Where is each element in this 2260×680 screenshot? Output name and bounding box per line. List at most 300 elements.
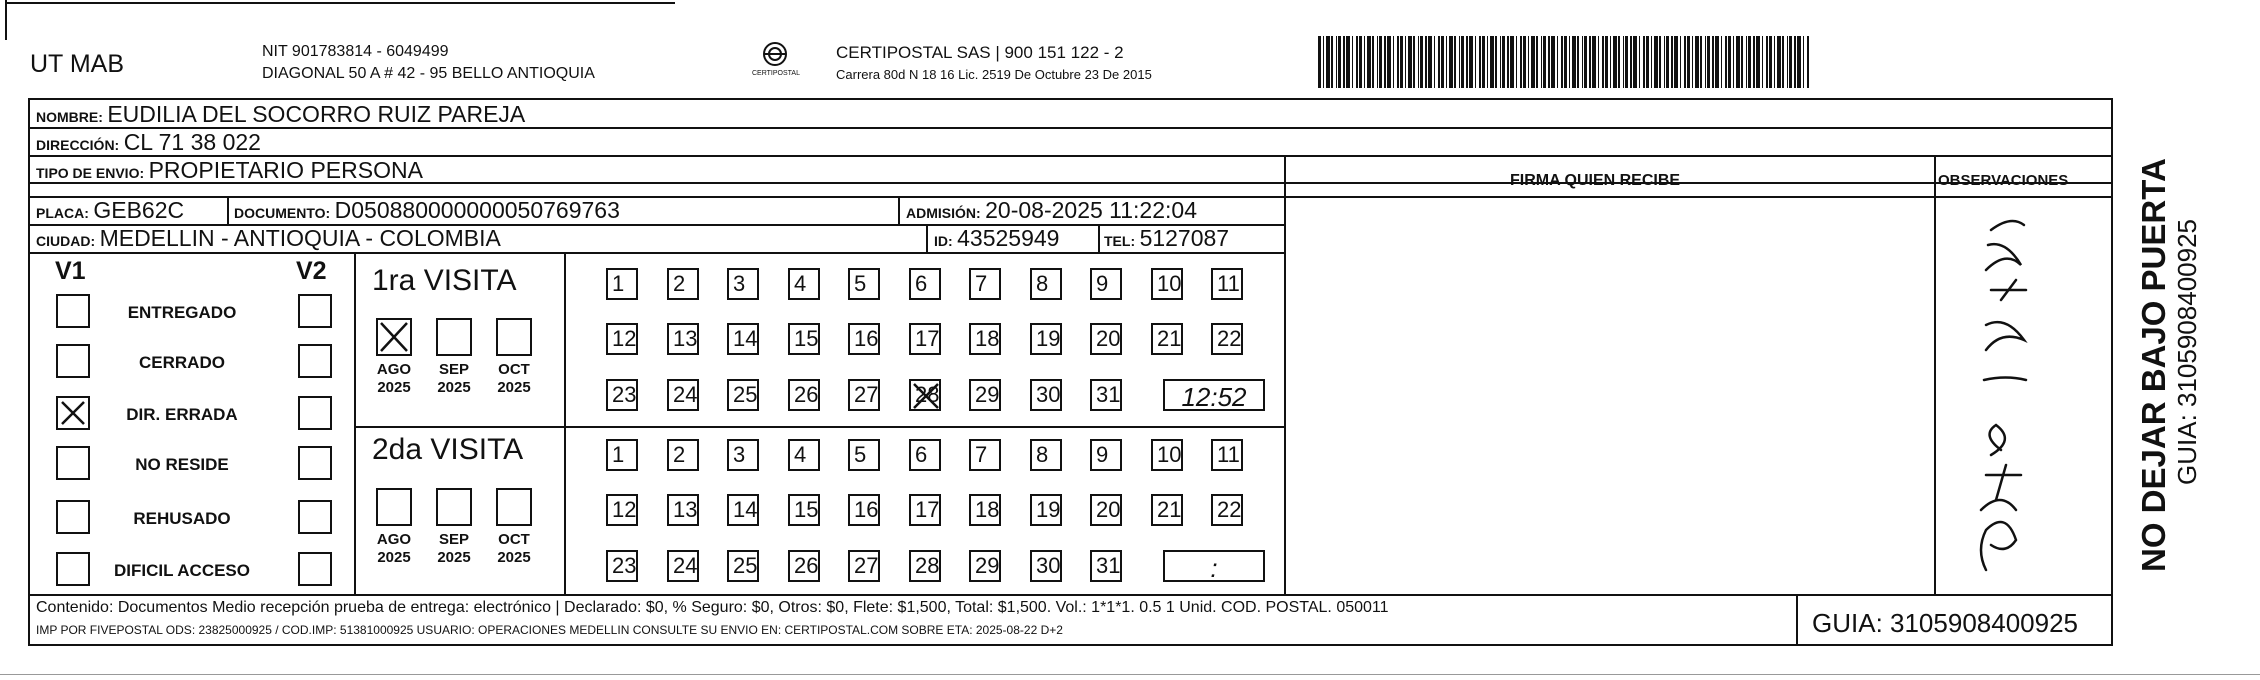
- day-box[interactable]: [969, 439, 1001, 471]
- barcode-bar: [1482, 36, 1485, 88]
- day-number: 8: [1036, 442, 1049, 467]
- barcode-bar: [1789, 36, 1792, 88]
- day-box[interactable]: [1090, 268, 1122, 300]
- barcode-bar: [1454, 36, 1456, 88]
- day-box[interactable]: [606, 439, 638, 471]
- day-number: 21: [1157, 326, 1182, 351]
- barcode-bar: [1671, 36, 1673, 88]
- day-box[interactable]: [606, 379, 638, 411]
- row-line: [28, 127, 2113, 129]
- cell-line: [227, 196, 229, 224]
- barcode-bar: [1502, 36, 1505, 88]
- day-number: 28: [915, 553, 940, 578]
- month-checkbox[interactable]: [376, 488, 412, 526]
- barcode-bar: [1746, 36, 1747, 88]
- barcode-bar: [1639, 36, 1640, 88]
- certipostal-logo: [752, 40, 798, 80]
- month-checkbox[interactable]: [436, 488, 472, 526]
- day-box[interactable]: [667, 268, 699, 300]
- day-box[interactable]: [1151, 494, 1183, 526]
- barcode-bar: [1420, 36, 1423, 88]
- day-number: 9: [1096, 442, 1109, 467]
- barcode-bar: [1561, 36, 1563, 88]
- barcode: [1318, 36, 1810, 88]
- recipient-name: EUDILIA DEL SOCORRO RUIZ PAREJA: [107, 101, 526, 127]
- barcode-bar: [1495, 36, 1497, 88]
- day-number: 18: [975, 497, 1000, 522]
- name-label: NOMBRE:: [36, 109, 103, 125]
- day-box[interactable]: [667, 439, 699, 471]
- month-checkbox[interactable]: [436, 318, 472, 356]
- v2-checkbox[interactable]: [298, 552, 332, 586]
- address-label: DIRECCIÓN:: [36, 137, 120, 153]
- barcode-bar: [1326, 36, 1330, 88]
- cell-line: [926, 224, 928, 252]
- v2-label: V2: [296, 257, 327, 285]
- barcode-bar: [1551, 36, 1555, 88]
- day-number: 21: [1157, 497, 1182, 522]
- day-number: 10: [1157, 442, 1182, 467]
- day-number: 1: [612, 271, 625, 296]
- sender-name: UT MAB: [30, 50, 124, 78]
- day-box[interactable]: [1090, 379, 1122, 411]
- barcode-bar: [1459, 36, 1460, 88]
- barcode-bar: [1680, 36, 1681, 88]
- day-number: 7: [975, 442, 988, 467]
- barcode-bar: [1449, 36, 1453, 88]
- day-box[interactable]: [606, 550, 638, 582]
- recipient-address: CL 71 38 022: [123, 129, 261, 155]
- barcode-bar: [1564, 36, 1567, 88]
- barcode-bar: [1618, 36, 1620, 88]
- day-box[interactable]: [1211, 323, 1243, 355]
- day-box[interactable]: [969, 550, 1001, 582]
- plate-label: PLACA:: [36, 205, 89, 221]
- day-box[interactable]: [969, 494, 1001, 526]
- day-box[interactable]: [727, 323, 759, 355]
- doc-cell: [234, 199, 620, 222]
- id-cell: [934, 227, 1059, 250]
- barcode-bar: [1725, 36, 1727, 88]
- day-number: 11: [1217, 442, 1240, 467]
- barcode-bar: [1705, 36, 1706, 88]
- day-number: 27: [854, 382, 879, 407]
- barcode-bar: [1687, 36, 1690, 88]
- day-box[interactable]: [788, 323, 820, 355]
- barcode-bar: [1516, 36, 1517, 88]
- plate-cell: [36, 199, 184, 222]
- day-box[interactable]: [909, 439, 941, 471]
- barcode-bar: [1613, 36, 1617, 88]
- status-label: NO RESIDE: [135, 455, 229, 474]
- barcode-bar: [1733, 36, 1734, 88]
- day-box[interactable]: [909, 550, 941, 582]
- day-number: 25: [733, 553, 758, 578]
- month-label: AGO: [376, 361, 412, 378]
- day-number: 26: [794, 553, 819, 578]
- barcode-bar: [1336, 36, 1337, 88]
- day-number: 27: [854, 553, 879, 578]
- day-number: 19: [1036, 326, 1061, 351]
- barcode-bar: [1338, 36, 1341, 88]
- barcode-bar: [1557, 36, 1558, 88]
- barcode-bar: [1384, 36, 1386, 88]
- day-number: 26: [794, 382, 819, 407]
- id-label: ID:: [934, 233, 953, 249]
- side-warning: NO DEJAR BAJO PUERTA: [2135, 158, 2172, 572]
- day-number: 2: [673, 442, 686, 467]
- barcode-bar: [1736, 36, 1740, 88]
- tel-label: TEL:: [1104, 233, 1136, 249]
- ship-type: PROPIETARIO PERSONA: [148, 157, 423, 183]
- status-label: DIR. ERRADA: [126, 405, 238, 424]
- day-box[interactable]: [909, 379, 941, 411]
- barcode-bar: [1797, 36, 1801, 88]
- day-box[interactable]: [1090, 323, 1122, 355]
- barcode-bar: [1490, 36, 1494, 88]
- barcode-bar: [1379, 36, 1382, 88]
- barcode-bar: [1646, 36, 1649, 88]
- ship-type-row: [36, 159, 423, 182]
- barcode-bar: [1569, 36, 1570, 88]
- day-number: 3: [733, 442, 746, 467]
- day-box[interactable]: [969, 323, 1001, 355]
- day-number: 12: [612, 497, 637, 522]
- month-year: 2025: [497, 379, 531, 396]
- barcode-bar: [1769, 36, 1772, 88]
- day-box[interactable]: [848, 379, 880, 411]
- barcode-bar: [1531, 36, 1535, 88]
- city-label: CIUDAD:: [36, 233, 96, 249]
- barcode-bar: [1807, 36, 1809, 88]
- barcode-bar: [1623, 36, 1624, 88]
- barcode-bar: [1654, 36, 1658, 88]
- month-label: SEP: [438, 361, 469, 378]
- day-box[interactable]: [1030, 494, 1062, 526]
- barcode-bar: [1674, 36, 1678, 88]
- barcode-bar: [1413, 36, 1415, 88]
- footer-line: [28, 594, 2113, 596]
- day-box[interactable]: [1090, 494, 1122, 526]
- barcode-bar: [1434, 36, 1435, 88]
- month-year: 2025: [377, 379, 411, 396]
- day-number: 15: [794, 497, 819, 522]
- barcode-bar: [1528, 36, 1529, 88]
- month-label: AGO: [376, 531, 412, 548]
- day-number: 4: [794, 271, 807, 296]
- day-number: 19: [1036, 497, 1061, 522]
- v2-checkbox[interactable]: [298, 500, 332, 534]
- day-box[interactable]: [727, 379, 759, 411]
- sender-nit: NIT 901783814 - 6049499: [262, 43, 449, 60]
- day-box[interactable]: [667, 379, 699, 411]
- day-box[interactable]: [1151, 268, 1183, 300]
- day-box[interactable]: [1030, 268, 1062, 300]
- day-box[interactable]: [667, 550, 699, 582]
- v2-checkbox[interactable]: [298, 446, 332, 480]
- barcode-bar: [1387, 36, 1391, 88]
- day-box[interactable]: [788, 550, 820, 582]
- address-row: [36, 131, 261, 154]
- barcode-bar: [1461, 36, 1464, 88]
- day-box[interactable]: [969, 268, 1001, 300]
- cell-line: [898, 196, 900, 224]
- month-label: OCT: [498, 361, 530, 378]
- cell-line: [1098, 224, 1100, 252]
- x-mark-icon: [911, 381, 941, 415]
- day-number: 13: [673, 497, 698, 522]
- visit2-title: 2da VISITA: [372, 433, 524, 466]
- month-label: OCT: [498, 531, 530, 548]
- day-box[interactable]: [606, 494, 638, 526]
- barcode-bar: [1589, 36, 1591, 88]
- day-number: 1: [612, 442, 625, 467]
- day-box[interactable]: [1151, 439, 1183, 471]
- day-box[interactable]: [727, 268, 759, 300]
- observations-header: OBSERVACIONES: [1938, 172, 2069, 189]
- day-box[interactable]: [667, 494, 699, 526]
- month-checkbox[interactable]: [496, 488, 532, 526]
- barcode-bar: [1510, 36, 1514, 88]
- barcode-bar: [1438, 36, 1440, 88]
- day-box[interactable]: [727, 439, 759, 471]
- barcode-bar: [1766, 36, 1768, 88]
- scan-edge-top: [5, 2, 675, 4]
- month-divider: [564, 252, 566, 594]
- barcode-bar: [1748, 36, 1751, 88]
- day-number: 20: [1096, 326, 1121, 351]
- barcode-bar: [1523, 36, 1526, 88]
- carrier-license: Carrera 80d N 18 16 Lic. 2519 De Octubre 23 De 2015: [836, 67, 1152, 82]
- day-box[interactable]: [848, 439, 880, 471]
- day-number: 30: [1036, 553, 1061, 578]
- barcode-bar: [1774, 36, 1775, 88]
- footer-print-info: IMP POR FIVEPOSTAL ODS: 23825000925 / COD.IMP: 51381000925 USUARIO: OPERACIONES MEDELLIN CONSULTE SU ENVIO EN: CERTIPOSTAL.COM SOBRE ETA: 2025-08-22 D+2: [36, 623, 1063, 637]
- barcode-bar: [1712, 36, 1714, 88]
- carrier-name: CERTIPOSTAL SAS | 900 151 122 - 2: [836, 43, 1124, 62]
- barcode-bar: [1507, 36, 1509, 88]
- barcode-bar: [1541, 36, 1542, 88]
- day-box[interactable]: [1211, 268, 1243, 300]
- day-box[interactable]: [848, 550, 880, 582]
- barcode-bar: [1400, 36, 1403, 88]
- city-cell: [36, 227, 501, 250]
- barcode-bar: [1425, 36, 1427, 88]
- day-box[interactable]: [788, 379, 820, 411]
- status-label: DIFICIL ACCESO: [113, 561, 250, 580]
- day-number: 5: [854, 442, 867, 467]
- day-box[interactable]: [1030, 550, 1062, 582]
- barcode-bar: [1428, 36, 1432, 88]
- month-year: 2025: [497, 549, 531, 566]
- barcode-bar: [1352, 36, 1353, 88]
- barcode-bar: [1548, 36, 1550, 88]
- tel-cell: [1104, 227, 1229, 250]
- day-number: 24: [673, 553, 698, 578]
- month-year: 2025: [437, 549, 471, 566]
- v2-checkbox[interactable]: [298, 396, 332, 430]
- barcode-bar: [1651, 36, 1652, 88]
- barcode-bar: [1582, 36, 1583, 88]
- day-number: 3: [733, 271, 746, 296]
- time-box[interactable]: [1163, 379, 1265, 411]
- id-number: 43525949: [957, 225, 1060, 251]
- barcode-bar: [1584, 36, 1587, 88]
- barcode-bar: [1715, 36, 1719, 88]
- city: MEDELLIN - ANTIOQUIA - COLOMBIA: [99, 225, 501, 251]
- day-number: 6: [915, 442, 928, 467]
- barcode-bar: [1572, 36, 1576, 88]
- barcode-bar: [1536, 36, 1538, 88]
- day-box[interactable]: [606, 268, 638, 300]
- barcode-bar: [1598, 36, 1599, 88]
- day-box[interactable]: [969, 379, 1001, 411]
- time-box[interactable]: [1163, 550, 1265, 582]
- day-number: 5: [854, 271, 867, 296]
- day-number: 25: [733, 382, 758, 407]
- barcode-bar: [1356, 36, 1358, 88]
- day-box[interactable]: [848, 268, 880, 300]
- day-number: 16: [854, 326, 879, 351]
- barcode-bar: [1367, 36, 1371, 88]
- barcode-bar: [1346, 36, 1350, 88]
- admission-label: ADMISIÓN:: [906, 205, 981, 221]
- barcode-bar: [1446, 36, 1447, 88]
- day-number: 20: [1096, 497, 1121, 522]
- day-box[interactable]: [1090, 550, 1122, 582]
- day-box[interactable]: [1151, 323, 1183, 355]
- day-box[interactable]: [1211, 494, 1243, 526]
- month-checkbox[interactable]: [376, 318, 412, 356]
- day-number: 24: [673, 382, 698, 407]
- barcode-bar: [1331, 36, 1333, 88]
- barcode-bar: [1479, 36, 1481, 88]
- day-number: 16: [854, 497, 879, 522]
- barcode-bar: [1700, 36, 1702, 88]
- barcode-bar: [1475, 36, 1476, 88]
- day-number: 28: [915, 382, 940, 407]
- day-box[interactable]: [788, 439, 820, 471]
- barcode-bar: [1684, 36, 1686, 88]
- day-number: 11: [1217, 271, 1240, 296]
- barcode-bar: [1372, 36, 1374, 88]
- barcode-bar: [1466, 36, 1468, 88]
- sender-address: DIAGONAL 50 A # 42 - 95 BELLO ANTIOQUIA: [262, 65, 595, 82]
- day-box[interactable]: [848, 494, 880, 526]
- barcode-bar: [1418, 36, 1419, 88]
- day-number: 29: [975, 553, 1000, 578]
- day-number: 29: [975, 382, 1000, 407]
- month-label: SEP: [438, 531, 469, 548]
- barcode-bar: [1692, 36, 1693, 88]
- logo-caption: CERTIPOSTAL: [752, 70, 800, 77]
- day-box[interactable]: [727, 550, 759, 582]
- month-year: 2025: [377, 549, 411, 566]
- col-line: [1284, 155, 1286, 594]
- barcode-bar: [1405, 36, 1406, 88]
- day-number: 23: [612, 382, 637, 407]
- barcode-bar: [1543, 36, 1546, 88]
- x-mark-icon: [378, 320, 410, 354]
- day-box[interactable]: [667, 323, 699, 355]
- day-box[interactable]: [1211, 439, 1243, 471]
- barcode-bar: [1605, 36, 1608, 88]
- day-number: 31: [1096, 553, 1121, 578]
- v2-checkbox[interactable]: [298, 294, 332, 328]
- barcode-bar: [1408, 36, 1412, 88]
- day-box[interactable]: [606, 323, 638, 355]
- side-guide: GUIA: 3105908400925: [2172, 219, 2202, 485]
- day-box[interactable]: [1030, 323, 1062, 355]
- day-box[interactable]: [1090, 439, 1122, 471]
- day-number: 4: [794, 442, 807, 467]
- barcode-bar: [1625, 36, 1628, 88]
- barcode-bar: [1323, 36, 1324, 88]
- day-number: 13: [673, 326, 698, 351]
- day-box[interactable]: [909, 494, 941, 526]
- day-box[interactable]: [909, 268, 941, 300]
- barcode-bar: [1318, 36, 1321, 88]
- visit1-title: 1ra VISITA: [372, 264, 517, 297]
- barcode-bar: [1610, 36, 1611, 88]
- barcode-bar: [1469, 36, 1473, 88]
- barcode-bar: [1695, 36, 1699, 88]
- barcode-bar: [1397, 36, 1399, 88]
- day-number: 31: [1096, 382, 1121, 407]
- day-box[interactable]: [1030, 439, 1062, 471]
- barcode-bar: [1659, 36, 1661, 88]
- day-box[interactable]: [727, 494, 759, 526]
- admission-cell: [906, 199, 1197, 222]
- plate: GEB62C: [93, 197, 185, 223]
- barcode-bar: [1756, 36, 1760, 88]
- barcode-bar: [1602, 36, 1604, 88]
- barcode-bar: [1664, 36, 1665, 88]
- signature-header: FIRMA QUIEN RECIBE: [1510, 172, 1681, 189]
- day-box[interactable]: [909, 323, 941, 355]
- barcode-bar: [1633, 36, 1637, 88]
- barcode-bar: [1741, 36, 1743, 88]
- tel: 5127087: [1139, 225, 1230, 251]
- row-line: [28, 252, 1284, 254]
- day-number: 22: [1217, 497, 1242, 522]
- barcode-bar: [1377, 36, 1378, 88]
- day-box[interactable]: [1030, 379, 1062, 411]
- time-value: 12:52: [1181, 382, 1247, 412]
- barcode-bar: [1364, 36, 1365, 88]
- barcode-bar: [1359, 36, 1362, 88]
- barcode-bar: [1803, 36, 1804, 88]
- day-number: 10: [1157, 271, 1182, 296]
- day-number: 7: [975, 271, 988, 296]
- day-number: 14: [733, 497, 758, 522]
- status-label: CERRADO: [139, 353, 225, 372]
- barcode-bar: [1794, 36, 1796, 88]
- col-line: [1934, 155, 1936, 594]
- admission-date: 20-08-2025 11:22:04: [985, 197, 1197, 223]
- v2-checkbox[interactable]: [298, 344, 332, 378]
- day-box[interactable]: [848, 323, 880, 355]
- day-box[interactable]: [788, 494, 820, 526]
- month-checkbox[interactable]: [496, 318, 532, 356]
- ship-type-label: TIPO DE ENVIO:: [36, 165, 145, 181]
- time-value: :: [1210, 553, 1218, 583]
- day-number: 30: [1036, 382, 1061, 407]
- barcode-bar: [1782, 36, 1784, 88]
- day-number: 23: [612, 553, 637, 578]
- day-box[interactable]: [788, 268, 820, 300]
- col-line: [1796, 594, 1798, 646]
